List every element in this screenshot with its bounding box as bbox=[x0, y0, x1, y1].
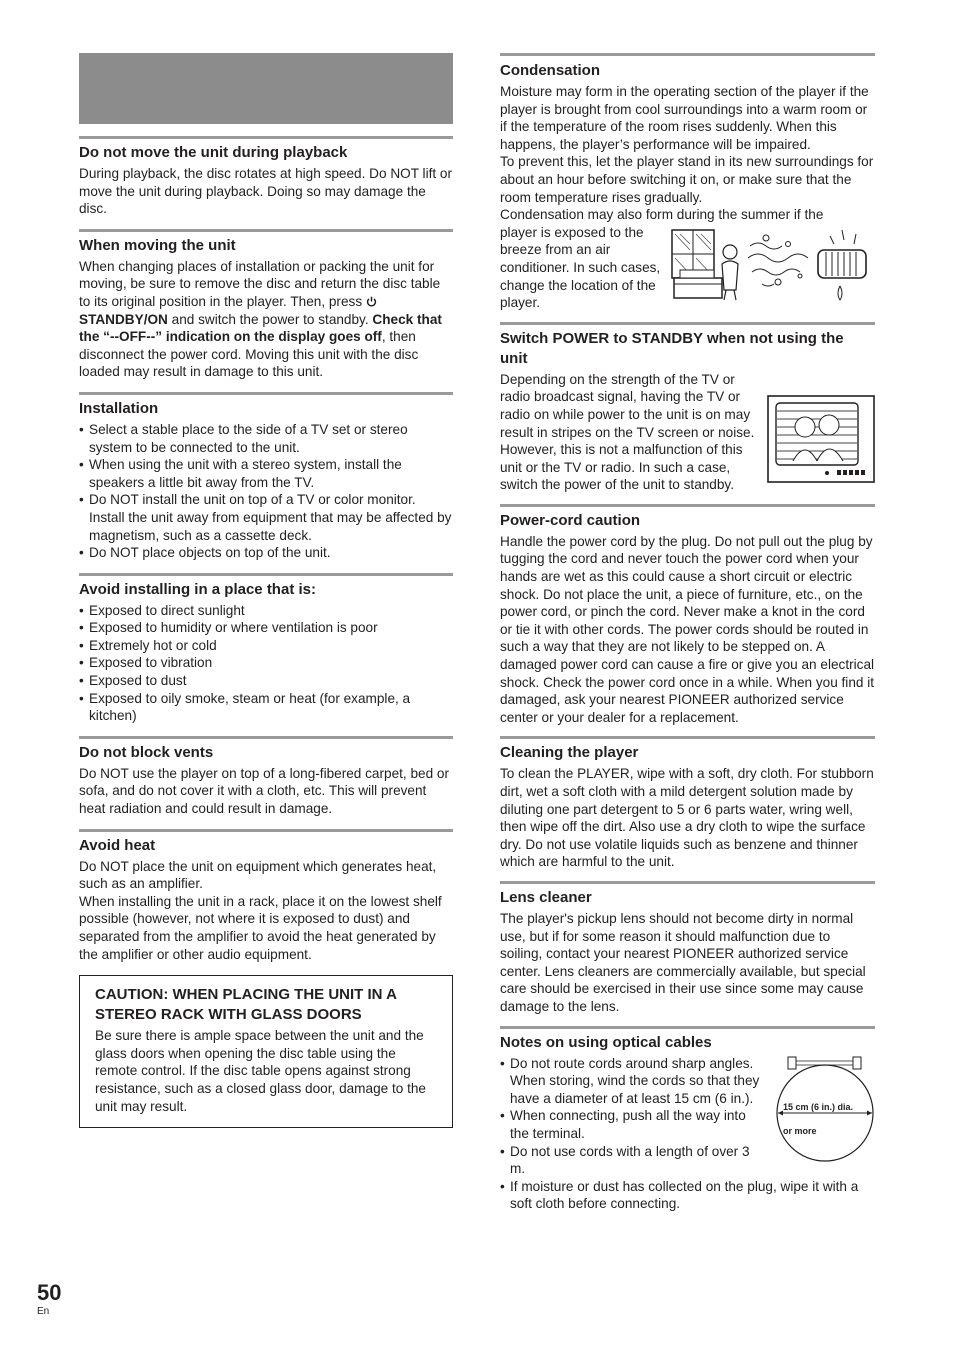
list-item: • Exposed to direct sunlight bbox=[79, 602, 453, 620]
list-item: • Do NOT place objects on top of the unit. bbox=[79, 544, 453, 562]
section-power-cord bbox=[500, 504, 875, 727]
section-installation bbox=[79, 392, 453, 562]
heading-moving: When moving the unit bbox=[79, 236, 236, 254]
optical-figure-label-1: 15 cm (6 in.) dia. bbox=[783, 1101, 854, 1112]
left-column bbox=[79, 53, 453, 1128]
tv-illustration bbox=[767, 395, 875, 485]
heading-move-playback: Do not move the unit during playback bbox=[79, 144, 348, 161]
text-condensation-1: Moisture may form in the operating section of the player if the player is brought from cool surroundings into a warm room or if the temperature of the room rises suddenly. When this happens, the player’s performance will be impaired. bbox=[500, 84, 869, 152]
text-standby: Depending on the strength of the TV or radio broadcast signal, having the TV or radio on while power to the unit is on may result in stripes on the TV screen or noise. However, this is not a malfunction of this unit or the TV or radio. In such a case, switch the power of the unit to standby. bbox=[500, 371, 755, 493]
heading-heat: Avoid heat bbox=[79, 836, 156, 854]
section-header-banner bbox=[79, 53, 453, 124]
list-item: • Do not route cords around sharp angles. When storing, wind the cords so that they have a diameter of at least 15 cm (6 in.). bbox=[500, 1055, 875, 1108]
heading-caution: CAUTION: WHEN PLACING THE UNIT IN A STEREO RACK WITH GLASS DOORS bbox=[95, 986, 397, 1023]
text-condensation-3: Condensation may also form during the summer if the bbox=[500, 207, 824, 223]
heading-installation: Installation bbox=[79, 399, 159, 417]
list-item: • Exposed to humidity or where ventilation is poor bbox=[79, 619, 453, 637]
list-optical bbox=[500, 1055, 875, 1213]
air-conditioner-illustration bbox=[670, 224, 875, 304]
heading-avoid-place: Avoid installing in a place that is: bbox=[79, 580, 316, 598]
text-lens: The player's pickup lens should not become dirty in normal use, but if for some reason it should malfunction due to soiling, contact your nearest PIONEER authorized service center. Lens cleaners are commercially available, but special care should be exercised in their use since some may cause damage to the lens. bbox=[500, 910, 866, 1014]
section-move-playback bbox=[79, 136, 453, 218]
heading-optical: Notes on using optical cables bbox=[500, 1033, 712, 1051]
list-item: • Extremely hot or cold bbox=[79, 637, 453, 655]
text-cleaning: To clean the PLAYER, wipe with a soft, dry cloth. For stubborn dirt, wet a soft cloth with a mild detergent solution made by diluting one part detergent to 5 or 6 parts water, wring well, then wipe off the dirt. Also use a dry cloth to wipe the surface dry. Do not use volatile liquids such as benzene and thinner which are harmful to the unit. bbox=[500, 766, 874, 870]
heading-power-cord: Power-cord caution bbox=[500, 511, 641, 529]
list-item: • If moisture or dust has collected on the plug, wipe it with a soft cloth before connecting. bbox=[500, 1178, 875, 1213]
list-item: • Exposed to dust bbox=[79, 672, 453, 690]
text-heat-1: Do NOT place the unit on equipment which generates heat, such as an amplifier. bbox=[79, 858, 437, 892]
text-heat-2: When installing the unit in a rack, place it on the lowest shelf possible (however, not where it is exposed to dust) and separated from the amplifier to avoid the heat generated by the amplifier or other audio equipment. bbox=[79, 893, 442, 962]
page-number: 50 bbox=[37, 1280, 62, 1305]
list-installation bbox=[79, 421, 453, 562]
section-lens bbox=[500, 881, 875, 1016]
list-avoid-place bbox=[79, 602, 453, 725]
heading-standby: Switch POWER to STANDBY when not using the unit bbox=[500, 329, 844, 367]
right-column bbox=[500, 53, 875, 1223]
heading-lens: Lens cleaner bbox=[500, 888, 592, 906]
power-icon bbox=[366, 293, 377, 311]
list-item: • Do not use cords with a length of over 3 m. bbox=[500, 1143, 875, 1178]
text-moving-part2: and switch the power to standby. bbox=[167, 311, 373, 327]
list-item: • Exposed to oily smoke, steam or heat (for example, a kitchen) bbox=[79, 690, 453, 725]
text-moving bbox=[79, 258, 453, 381]
section-condensation bbox=[500, 53, 875, 312]
text-condensation-2: To prevent this, let the player stand in its new surroundings for about an hour before switching it on, or make sure that the room temperature rises gradually. bbox=[500, 154, 874, 205]
section-optical bbox=[500, 1026, 875, 1213]
section-heat bbox=[79, 829, 453, 964]
list-item: • When using the unit with a stereo system, install the speakers a little bit away from the TV. bbox=[79, 456, 453, 491]
heading-condensation: Condensation bbox=[500, 62, 600, 79]
list-item: • Exposed to vibration bbox=[79, 654, 453, 672]
heading-cleaning: Cleaning the player bbox=[500, 744, 639, 762]
list-item: • Select a stable place to the side of a TV set or stereo system to be connected to the unit. bbox=[79, 421, 453, 456]
list-item: • When connecting, push all the way into the terminal. bbox=[500, 1107, 875, 1142]
section-standby bbox=[500, 322, 875, 494]
text-power-cord: Handle the power cord by the plug. Do not pull out the plug by tugging the cord and never touch the power cord when your hands are wet as this could cause a short circuit or electric shock. Do not place the unit, a piece of furniture, etc., on the power cord, or pinch the cord. Never make a knot in the cord or tie it with other cords. The power cords should be routed in such a way that they are not likely to be stepped on. A damaged power cord can cause a fire or give you an electrical shock. Check the power cord once in a while. When you find it damaged, ask your nearest PIONEER authorized service center or your dealer for a replacement. bbox=[500, 533, 875, 725]
text-move-playback: During playback, the disc rotates at high speed. Do NOT lift or move the unit during playback. Doing so may damage the disc. bbox=[79, 166, 453, 217]
page-language: En bbox=[37, 1306, 50, 1317]
text-condensation-4: player is exposed to the breeze from an air conditioner. In such cases, change the location of the player. bbox=[500, 224, 661, 311]
caution-box bbox=[79, 975, 453, 1128]
text-caution: Be sure there is ample space between the unit and the glass doors when opening the disc table using the remote control. If the disc table opens against strong resistance, such as a closed glass door, damage to the unit may result. bbox=[95, 1028, 426, 1114]
heading-vents: Do not block vents bbox=[79, 743, 214, 761]
section-moving bbox=[79, 229, 453, 381]
text-moving-part3: , then disconnect the power cord. Moving this unit with the disc loaded may result in damage to this unit. bbox=[79, 329, 419, 380]
text-moving-part1: When changing places of installation or packing the unit for moving, be sure to remove the disc and return the disc table to its original position in the player. Then, press bbox=[79, 258, 441, 309]
text-vents: Do NOT use the player on top of a long-fibered carpet, bed or sofa, and do not cover it with a cloth, etc. This will prevent heat radiation and could result in damage. bbox=[79, 765, 450, 817]
list-item: • Do NOT install the unit on top of a TV or color monitor. Install the unit away from equipment that may be affected by magnetism, such as a cassette deck. bbox=[79, 491, 453, 544]
section-avoid-place bbox=[79, 573, 453, 725]
optical-figure-label-2: or more bbox=[783, 1125, 817, 1136]
text-moving-bold1: STANDBY/ON bbox=[79, 311, 168, 327]
section-cleaning bbox=[500, 736, 875, 871]
text-moving-bold2: Check that the “--OFF--” indication on the display goes off bbox=[79, 311, 442, 345]
section-vents bbox=[79, 736, 453, 818]
